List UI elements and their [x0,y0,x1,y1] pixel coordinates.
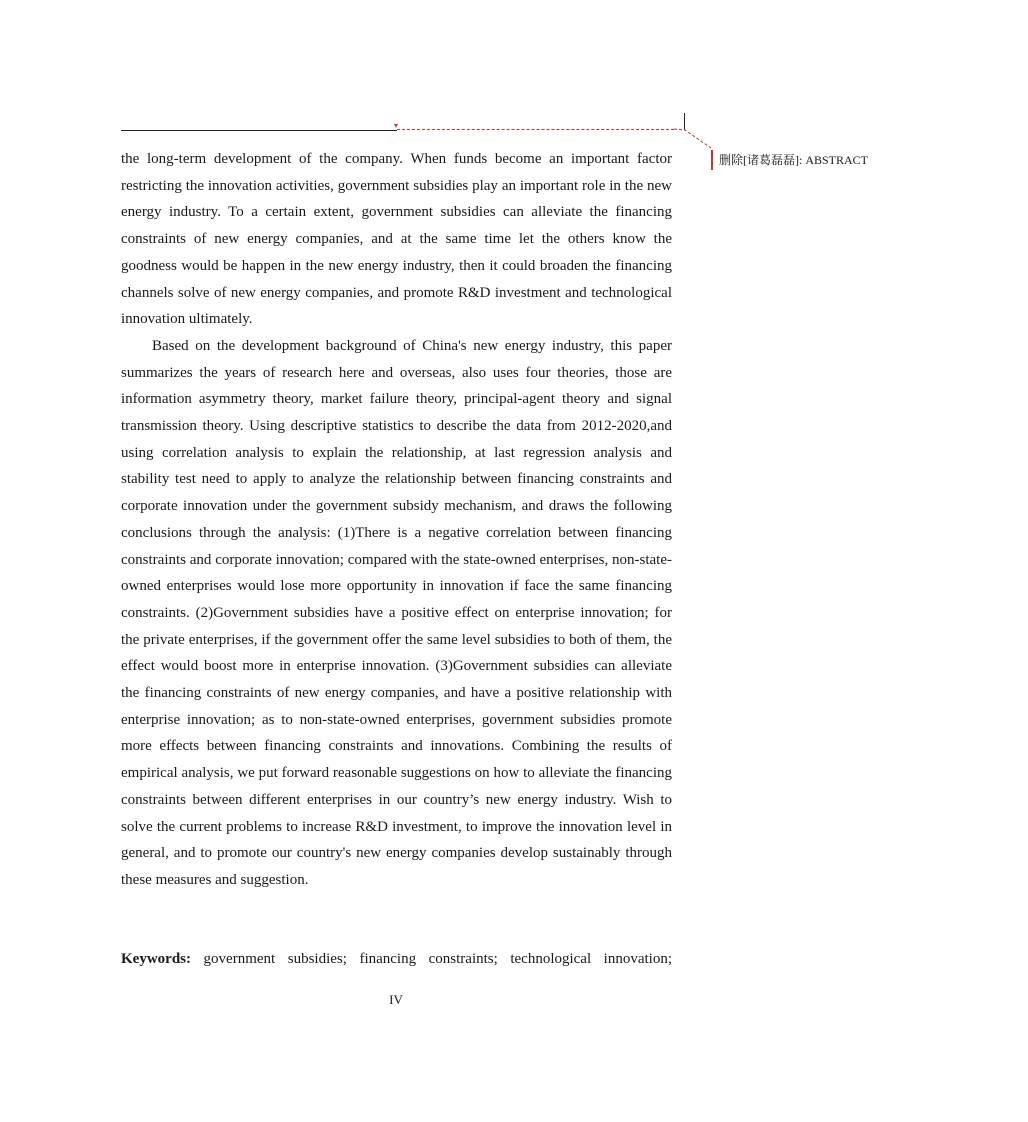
page-number: IV [389,992,403,1007]
document-body [121,146,672,894]
paragraph-continuation: the long-term development of the company. When funds become an important factor restricting the innovation activities, government subsidies play an important role in the new energy industry. To a certain extent, government subsidies can alleviate the financing constraints of new energy companies, and at the same time let the others know the goodness would be happen in the new energy industry, then it could broaden the financing channels solve of new energy companies, and promote R&D investment and technological innovation ultimately. [121,151,672,328]
revision-comment-balloon[interactable] [711,150,1011,170]
revision-comment-label: 删除[诸葛磊磊]: [719,153,803,167]
header-rule [121,130,397,131]
keywords-text: government subsidies; financing constraints; technological innovation; [203,951,673,967]
paragraph-summary: Based on the development background of China's new energy industry, this paper summarizes the years of research here and overseas, also uses four theories, those are information asymmetry theory, market failure theory, principal-agent theory and signal transmission theory. Using descriptive statistics to describe the data from 2012-2020,and using correlation analysis to explain the relationship, at last regression analysis and stability test need to apply to analyze the relationship between financing constraints and corporate innovation under the government subsidy mechanism, and draws the following conclusions through the analysis: (1)There is a negative correlation between financing constraints and corporate innovation; compared with the state-owned enterprises, non-state-owned enterprises would lose more opportunity in innovation if face the same financing constraints. (2)Government subsidies have a positive effect on enterprise innovation; for the private enterprises, if the government offer the same level subsidies to both of them, the effect would boost more in enterprise innovation. (3)Government subsidies can alleviate the financing constraints of new energy companies, and have a positive relationship with enterprise innovation; as to non-state-owned enterprises, government subsidies promote more effects between financing constraints and innovations. Combining the results of empirical analysis, we put forward reasonable suggestions on how to alleviate the financing constraints between different enterprises in our country’s new energy industry. Wish to solve the current problems to increase R&D investment, to improve the innovation level in general, and to promote our country's new energy companies develop sustainably through these measures and suggestion. [121,337,672,888]
keywords-line [121,946,672,973]
text-cursor [684,113,685,130]
revision-marker-icon: ▾ [394,121,399,130]
revision-dash-line [397,129,674,130]
keywords-label: Keywords: [121,951,191,967]
revision-comment-text: ABSTRACT [805,153,869,167]
